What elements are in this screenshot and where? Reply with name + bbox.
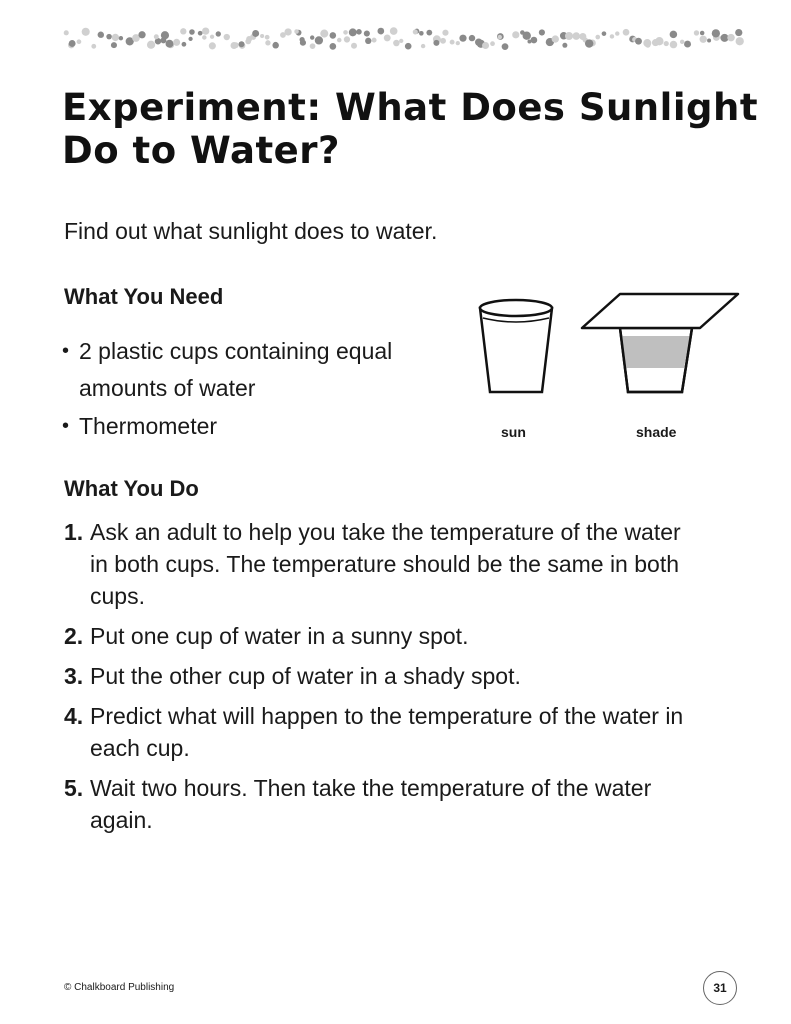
step-item <box>64 660 704 692</box>
decorative-dot <box>180 28 186 34</box>
step-text: Put one cup of water in a sunny spot. <box>90 623 469 649</box>
decorative-dot <box>272 42 279 49</box>
decorative-dot <box>421 44 425 48</box>
decorative-dot <box>377 28 384 35</box>
decorative-dot <box>602 31 607 36</box>
decorative-dot <box>173 39 180 46</box>
decorative-dot <box>294 29 299 34</box>
decorative-dot <box>572 32 580 40</box>
decorative-dot <box>433 40 439 46</box>
decorative-dot <box>712 29 720 37</box>
decorative-dot <box>329 43 336 50</box>
shade-cup-icon <box>582 294 738 392</box>
intro-text: Find out what sunlight does to water. <box>64 218 438 244</box>
decorative-dot <box>343 30 348 35</box>
decorative-dot <box>265 40 270 45</box>
decorative-dot <box>284 28 291 35</box>
step-number: 2. <box>64 623 84 649</box>
step-number: 4. <box>64 703 84 729</box>
decorative-dot <box>138 31 145 38</box>
decorative-dot <box>694 30 699 35</box>
decorative-dot <box>198 31 203 36</box>
cups-drawing <box>470 288 750 423</box>
decorative-dot <box>188 37 192 41</box>
decorative-dot <box>337 38 342 43</box>
decorative-dot <box>426 30 432 36</box>
decorative-dot <box>736 37 744 45</box>
decorative-dot <box>552 35 559 42</box>
decorative-dot <box>112 34 119 41</box>
decorative-dot <box>320 30 328 38</box>
decorative-dot <box>523 32 531 40</box>
decorative-dot <box>670 41 678 49</box>
decorative-dot <box>384 34 391 41</box>
decorative-dot <box>310 35 314 39</box>
decorative-dot <box>595 35 600 40</box>
decorative-dot <box>300 40 306 46</box>
decorative-dot <box>643 39 651 47</box>
decorative-dot <box>69 40 76 47</box>
decorative-dot <box>565 32 573 40</box>
decorative-dot <box>233 42 239 48</box>
step-number: 1. <box>64 519 84 545</box>
decorative-dot <box>456 41 460 45</box>
step-text: Ask an adult to help you take the temperature of the water in both cups. The temperature should be the same in both cups. <box>90 519 681 609</box>
decorative-dot <box>700 36 707 43</box>
decorative-dot <box>413 29 418 34</box>
decorative-dot <box>735 29 742 36</box>
decorative-dot <box>615 31 619 35</box>
decorative-dot <box>98 32 104 38</box>
decorative-dot <box>442 30 448 36</box>
decorative-dot <box>419 31 424 36</box>
decorative-dot <box>82 28 90 36</box>
step-text: Put the other cup of water in a shady spot. <box>90 663 521 689</box>
decorative-dot <box>265 35 270 40</box>
decorative-dot <box>182 42 187 47</box>
decorative-dot <box>106 34 112 40</box>
step-item <box>64 620 704 652</box>
decorative-dot <box>372 38 377 43</box>
decorative-dot <box>252 30 259 37</box>
page-title: Experiment: What Does Sunlight Do to Water? <box>62 86 759 172</box>
decorative-dot <box>700 31 705 36</box>
decorative-dot <box>512 31 519 38</box>
decorative-dot <box>315 36 323 44</box>
what-you-do-heading: What You Do <box>64 476 199 501</box>
decorative-dot <box>147 41 155 49</box>
decorative-dot <box>344 36 350 42</box>
decorative-dot <box>111 42 117 48</box>
step-text: Wait two hours. Then take the temperature of the water again. <box>90 775 652 833</box>
decorative-dot <box>440 38 446 44</box>
decorative-dot <box>531 37 538 44</box>
steps-list <box>64 516 704 844</box>
decorative-dot <box>399 39 403 43</box>
decorative-dot <box>356 29 362 35</box>
decorative-dot <box>260 34 264 38</box>
step-item <box>64 772 704 836</box>
step-number: 3. <box>64 663 84 689</box>
decorative-dot <box>498 35 502 39</box>
list-item: • Thermometer <box>62 408 462 445</box>
decorative-dot <box>727 34 735 42</box>
step-item <box>64 700 704 764</box>
decorative-dot <box>154 34 159 39</box>
decorative-dot <box>623 29 630 36</box>
decorative-dot <box>610 34 614 38</box>
decorative-dot <box>91 44 96 49</box>
decorative-dot <box>539 29 545 35</box>
cups-illustration <box>470 288 750 448</box>
decorative-dot <box>202 27 209 34</box>
page-number: 31 <box>703 971 737 1005</box>
decorative-dot <box>209 42 216 49</box>
decorative-dot <box>351 43 357 49</box>
decorative-dot <box>670 31 678 39</box>
decorative-dot <box>585 39 593 47</box>
sun-label: sun <box>501 424 526 440</box>
decorative-dot <box>664 41 669 46</box>
decorative-dot <box>310 43 316 49</box>
decorative-dot <box>119 36 123 40</box>
decorative-dot <box>655 37 663 45</box>
decorative-dot <box>330 32 337 39</box>
sun-cup-icon <box>480 300 552 392</box>
decorative-dot <box>684 41 691 48</box>
decorative-dot <box>393 40 400 47</box>
decorative-dot <box>390 27 398 35</box>
decorative-dot <box>202 35 206 39</box>
what-you-need-heading: What You Need <box>64 284 224 309</box>
list-item: • 2 plastic cups containing equal amounts of water <box>62 333 462 407</box>
decorative-dot <box>216 31 221 36</box>
decorative-dot <box>189 29 195 35</box>
step-item <box>64 516 704 612</box>
decorative-dot <box>680 40 684 44</box>
decorative-dot <box>405 43 412 50</box>
decorative-dot <box>160 37 166 43</box>
decorative-dot <box>635 38 642 45</box>
decorative-dot <box>239 41 245 47</box>
decorative-dot <box>64 30 69 35</box>
step-number: 5. <box>64 775 84 801</box>
decorative-dot <box>77 39 82 44</box>
decorative-dot <box>450 40 455 45</box>
decorative-dot <box>365 38 371 44</box>
decorative-dot <box>490 41 495 46</box>
decorative-dot <box>502 43 509 50</box>
decorative-dot <box>364 30 370 36</box>
decorative-dot <box>166 40 174 48</box>
materials-list <box>62 333 462 446</box>
decorative-dot <box>482 42 489 49</box>
decorative-dot <box>469 35 475 41</box>
decorative-dot <box>225 35 230 40</box>
decorative-dot <box>562 43 567 48</box>
decorative-dot <box>349 28 357 36</box>
decorative-dot <box>707 38 711 42</box>
decorative-dot <box>210 35 214 39</box>
step-text: Predict what will happen to the temperature of the water in each cup. <box>90 703 684 761</box>
decorative-dot-border <box>58 22 748 56</box>
decorative-dot <box>459 35 466 42</box>
shade-label: shade <box>636 424 677 440</box>
copyright-footer: © Chalkboard Publishing <box>64 982 175 993</box>
